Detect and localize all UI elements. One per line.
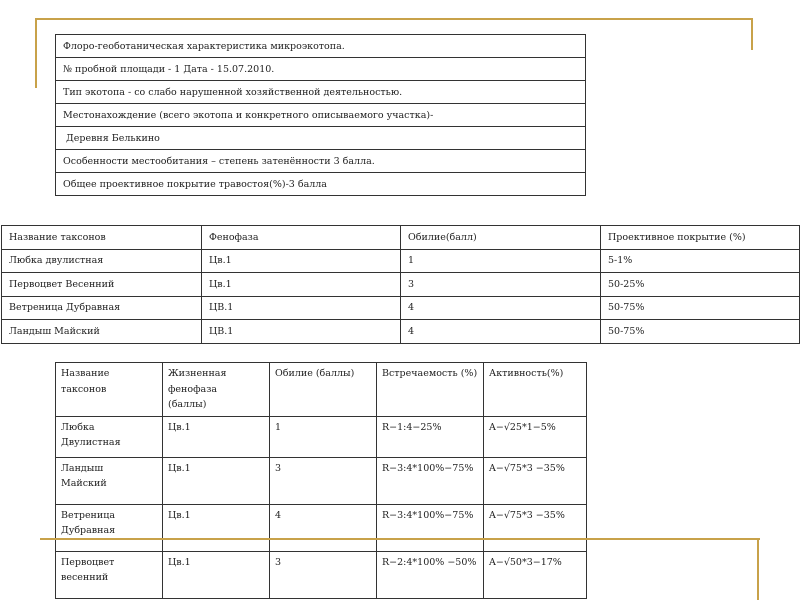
table-cell: Любка Двулистная [56,416,163,457]
table-cell: Цв.1 [163,416,270,457]
table-cell: Цв.1 [163,504,270,551]
table-cell: R−3:4*100%−75% [377,504,484,551]
table-cell: 5-1% [601,249,800,273]
column-header: Обилие (баллы) [270,363,377,417]
table-header-row [2,226,800,250]
table-cell: 4 [401,320,601,344]
table-row [56,551,587,598]
table-cell: 50-25% [601,273,800,297]
top-decorative-rule [35,18,753,20]
table-cell: Цв.1 [163,551,270,598]
info-row [56,104,586,127]
column-header: Встречаемость (%) [377,363,484,417]
info-ecotope-type: Тип экотопа - со слабо нарушенной хозяйственной деятельностью. [56,81,586,104]
activity-stats-table [55,362,587,599]
table-cell: Цв.1 [163,457,270,504]
table-cell: ЦВ.1 [202,320,401,344]
bottom-decorative-rule [40,538,760,540]
table-cell: 1 [270,416,377,457]
info-habitat: Особенности местообитания – степень затенённости 3 балла. [56,150,586,173]
table-cell: R−2:4*100% −50% [377,551,484,598]
info-location-value: Деревня Белькино [56,127,586,150]
table-row [56,457,587,504]
column-header: Название таксонов [56,363,163,417]
info-row [56,150,586,173]
table-cell: R−3:4*100%−75% [377,457,484,504]
table-cell: 1 [401,249,601,273]
table-cell: A−√75*3 −35% [484,457,587,504]
column-header: Название таксонов [2,226,202,250]
table-cell: Цв.1 [202,249,401,273]
table-cell: Ландыш Майский [56,457,163,504]
info-title: Флоро-геоботаническая характеристика микроэкотопа. [56,35,586,58]
table-cell: 50-75% [601,296,800,320]
table-cell: 4 [270,504,377,551]
info-location-label: Местонахождение (всего экотопа и конкретного описываемого участка)- [56,104,586,127]
table-row [2,296,800,320]
table-cell: 50-75% [601,320,800,344]
left-decorative-rule [35,18,37,88]
info-plot-date: № пробной площади - 1 Дата - 15.07.2010. [56,58,586,81]
info-coverage: Общее проективное покрытие травостоя(%)-3 балла [56,173,586,196]
column-header: Активность(%) [484,363,587,417]
column-header: Проективное покрытие (%) [601,226,800,250]
column-header: Жизненная фенофаза (баллы) [163,363,270,417]
table-cell: Ветреница Дубравная [56,504,163,551]
info-row [56,173,586,196]
table-cell: Цв.1 [202,273,401,297]
table-cell: Ветреница Дубравная [2,296,202,320]
info-row [56,35,586,58]
table-cell: A−√25*1−5% [484,416,587,457]
table-row [2,320,800,344]
info-row [56,58,586,81]
info-row [56,127,586,150]
table-cell: Первоцвет весенний [56,551,163,598]
microecotope-info-table [55,34,586,196]
table-cell: ЦВ.1 [202,296,401,320]
table-cell: 3 [270,551,377,598]
table-row [2,249,800,273]
table-row [56,416,587,457]
bottom-right-decorative-rule [757,538,759,600]
table-cell: 4 [401,296,601,320]
table-row [56,504,587,551]
table-cell: 3 [401,273,601,297]
table-cell: Первоцвет Весенний [2,273,202,297]
taxa-table [1,225,800,344]
info-row [56,81,586,104]
table-cell: A−√75*3 −35% [484,504,587,551]
table-cell: Любка двулистная [2,249,202,273]
table-header-row [56,363,587,417]
column-header: Фенофаза [202,226,401,250]
column-header: Обилие(балл) [401,226,601,250]
table-cell: Ландыш Майский [2,320,202,344]
table-cell: R−1:4−25% [377,416,484,457]
table-cell: 3 [270,457,377,504]
table-row [2,273,800,297]
table-cell: A−√50*3−17% [484,551,587,598]
right-decorative-rule [751,18,753,50]
